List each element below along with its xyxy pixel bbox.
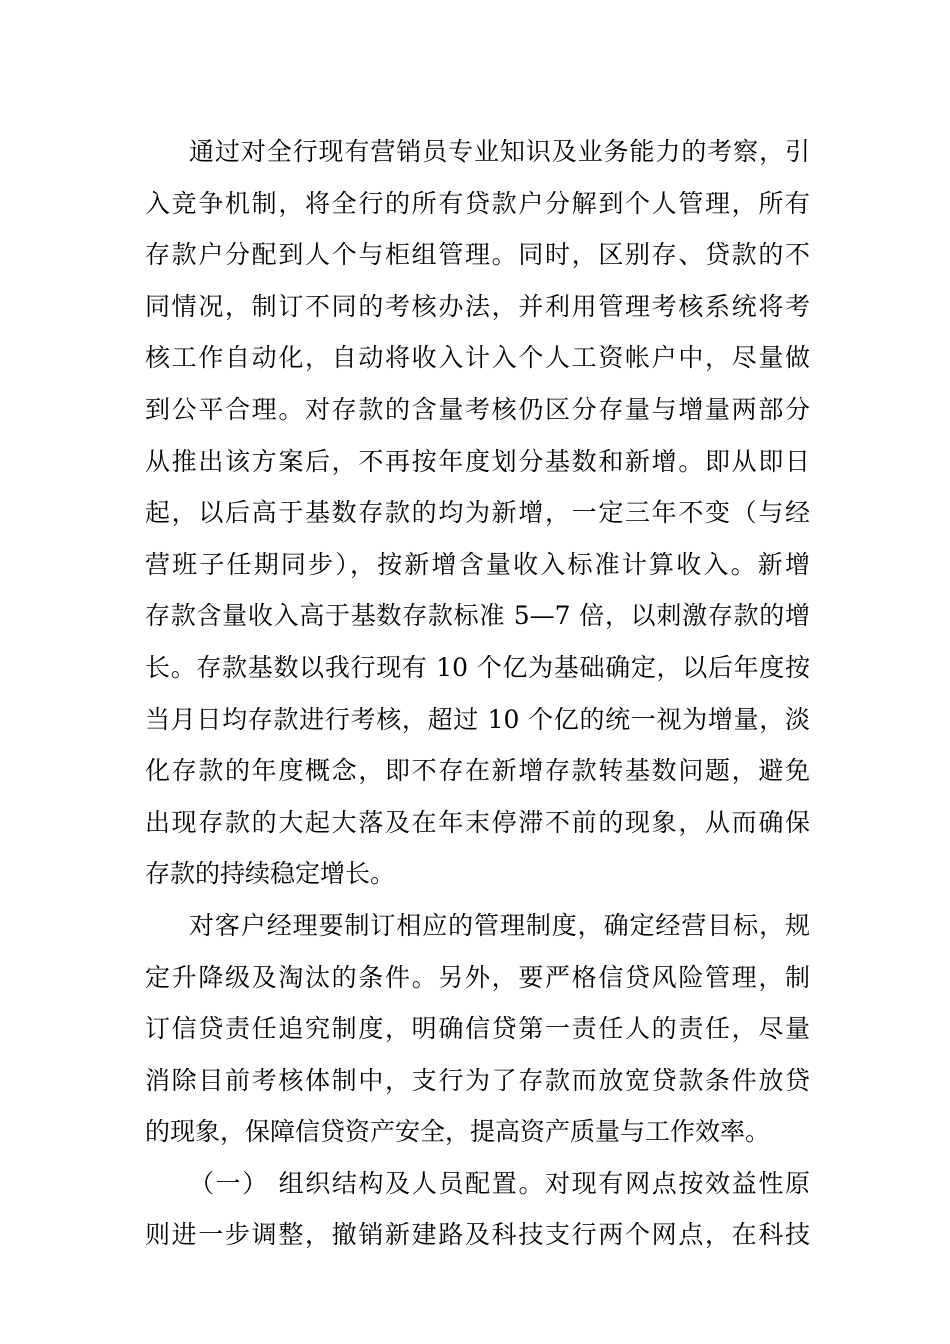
paragraph-line: 营班子任期同步），按新增含量收入标准计算收入。新增	[145, 549, 810, 579]
paragraph-line: 通过对全行现有营销员专业知识及业务能力的考察，引	[189, 137, 810, 166]
paragraph-line: 长。存款基数以我行现有 10 个亿为基础确定，以后年度按	[145, 652, 810, 682]
paragraph-line: 对客户经理要制订相应的管理制度，确定经营目标，规	[189, 910, 810, 940]
paragraph-line: 的现象，保障信贷资产安全，提高资产质量与工作效率。	[145, 1117, 771, 1147]
paragraph-line: 存款含量收入高于基数存款标准 5—7 倍，以刺激存款的增	[145, 601, 810, 631]
paragraph-line: 则进一步调整，撤销新建路及科技支行两个网点，在科技	[145, 1220, 810, 1250]
paragraph-line: 存款户分配到人个与柜组管理。同时，区别存、贷款的不	[145, 240, 810, 270]
paragraph-line: 核工作自动化，自动将收入计入个人工资帐户中，尽量做	[145, 343, 810, 373]
paragraph-line: 存款的持续稳定增长。	[145, 859, 396, 889]
paragraph-line: 消除目前考核体制中，支行为了存款而放宽贷款条件放贷	[145, 1065, 810, 1095]
paragraph-line: 定升降级及淘汰的条件。另外，要严格信贷风险管理，制	[145, 962, 810, 992]
paragraph-line: 同情况，制订不同的考核办法，并利用管理考核系统将考	[145, 291, 810, 321]
paragraph-line: 到公平合理。对存款的含量考核仍区分存量与增量两部分	[145, 394, 810, 424]
paragraph-line: 入竞争机制，将全行的所有贷款户分解到个人管理，所有	[145, 188, 810, 218]
section-heading-line: （一） 组织结构及人员配置。对现有网点按效益性原	[189, 1168, 810, 1198]
paragraph-line: 起，以后高于基数存款的均为新增，一定三年不变（与经	[145, 498, 810, 528]
paragraph-line: 订信贷责任追究制度，明确信贷第一责任人的责任，尽量	[145, 1014, 810, 1044]
document-body	[145, 126, 810, 1261]
paragraph-line: 化存款的年度概念，即不存在新增存款转基数问题，避免	[145, 756, 810, 786]
paragraph-line: 出现存款的大起大落及在年末停滞不前的现象，从而确保	[145, 807, 810, 837]
paragraph-line: 从推出该方案后，不再按年度划分基数和新增。即从即日	[145, 446, 810, 476]
paragraph-line: 当月日均存款进行考核，超过 10 个亿的统一视为增量，淡	[145, 704, 810, 734]
